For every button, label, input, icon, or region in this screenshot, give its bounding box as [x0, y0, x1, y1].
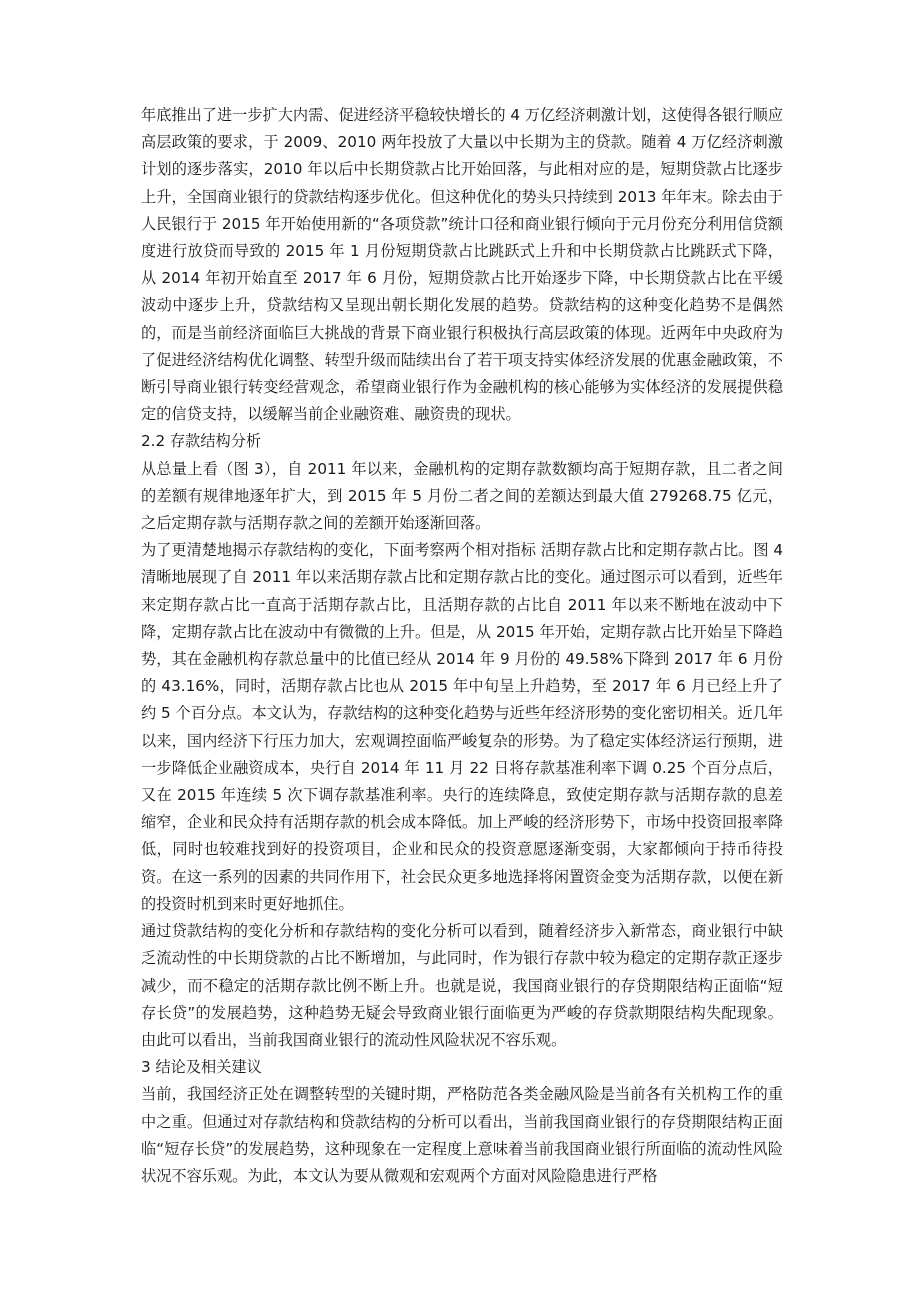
- paragraph-deposit-total: 从总量上看（图 3），自 2011 年以来，金融机构的定期存款数额均高于短期存款，且二者之间的差额有规律地逐年扩大，到 2015 年 5 月份二者之间的差额达到最大值 279268.75 亿元，之后定期存款与活期存款之间的差额开始逐渐回落。: [141, 459, 783, 533]
- section-heading-conclusion: 3 结论及相关建议: [141, 1058, 262, 1077]
- paragraph-maturity-mismatch: 通过贷款结构的变化分析和存款结构的变化分析可以看到，随着经济步入新常态，商业银行中缺乏流动性的中长期贷款的占比不断增加，与此同时，作为银行存款中较为稳定的定期存款正逐步减少，而不稳定的活期存款比例不断上升。也就是说，我国商业银行的存贷期限结构正面临“短存长贷”的发展趋势，这种趋势无疑会导致商业银行面临更为严峻的存贷款期限结构失配现象。由此可以看出，当前我国商业银行的流动性风险状况不容乐观。: [141, 922, 783, 1049]
- paragraph-conclusion: 当前，我国经济正处在调整转型的关键时期，严格防范各类金融风险是当前各有关机构工作的重中之重。但通过对存款结构和贷款结构的分析可以看出，当前我国商业银行的存贷期限结构正面临“短存长贷”的发展趋势，这种现象在一定程度上意味着当前我国商业银行所面临的流动性风险状况不容乐观。为此，本文认为要从微观和宏观两个方面对风险隐患进行严格: [141, 1085, 783, 1185]
- document-page: [141, 102, 783, 1190]
- paragraph-loan-structure: 年底推出了进一步扩大内需、促进经济平稳较快增长的 4 万亿经济刺激计划，这使得各银行顺应高层政策的要求，于 2009、2010 两年投放了大量以中长期为主的贷款。随着 4 万亿经济刺激计划的逐步落实，2010 年以后中长期贷款占比开始回落，与此相对应的是，短期贷款占比逐步上升，全国商业银行的贷款结构逐步优化。但这种优化的势头只持续到 2013 年年末。除去由于人民银行于 2015 年开始使用新的“各项贷款”统计口径和商业银行倾向于元月份充分利用信贷额度进行放贷而导致的 2015 年 1 月份短期贷款占比跳跃式上升和中长期贷款占比跳跃式下降，从 2014 年初开始直至 2017 年 6 月份，短期贷款占比开始逐步下降，中长期贷款占比在平缓波动中逐步上升，贷款结构又呈现出朝长期化发展的趋势。贷款结构的这种变化趋势不是偶然的，而是当前经济面临巨大挑战的背景下商业银行积极执行高层政策的体现。近两年中央政府为了促进经济结构优化调整、转型升级而陆续出台了若干项支持实体经济发展的优惠金融政策，不断引导商业银行转变经营观念，希望商业银行作为金融机构的核心能够为实体经济的发展提供稳定的信贷支持，以缓解当前企业融资难、融资贵的现状。: [141, 106, 784, 424]
- section-heading-deposit-structure: 2.2 存款结构分析: [141, 432, 262, 451]
- paragraph-deposit-ratio: 为了更清楚地揭示存款结构的变化，下面考察两个相对指标 活期存款占比和定期存款占比。图 4 清晰地展现了自 2011 年以来活期存款占比和定期存款占比的变化。通过图示可以看到，近些年来定期存款占比一直高于活期存款占比，且活期存款的占比自 2011 年以来不断地在波动中下降，定期存款占比在波动中有微微的上升。但是，从 2015 年开始，定期存款占比开始呈下降趋势，其在金融机构存款总量中的比值已经从 2014 年 9 月份的 49.58%下降到 2017 年 6 月份的 43.16%，同时，活期存款占比也从 2015 年中旬呈上升趋势，至 2017 年 6 月已经上升了约 5 个百分点。本文认为，存款结构的这种变化趋势与近些年经济形势的变化密切相关。近几年以来，国内经济下行压力加大，宏观调控面临严峻复杂的形势。为了稳定实体经济运行预期，进一步降低企业融资成本，央行自 2014 年 11 月 22 日将存款基准利率下调 0.25 个百分点后，又在 2015 年连续 5 次下调存款基准利率。央行的连续降息，致使定期存款与活期存款的息差缩窄，企业和民众持有活期存款的机会成本降低。加上严峻的经济形势下，市场中投资回报率降低，同时也较难找到好的投资项目，企业和民众的投资意愿逐渐变弱，大家都倾向于持币待投资。在这一系列的因素的共同作用下，社会民众更多地选择将闲置资金变为活期存款，以便在新的投资时机到来时更好地抓住。: [141, 541, 784, 913]
